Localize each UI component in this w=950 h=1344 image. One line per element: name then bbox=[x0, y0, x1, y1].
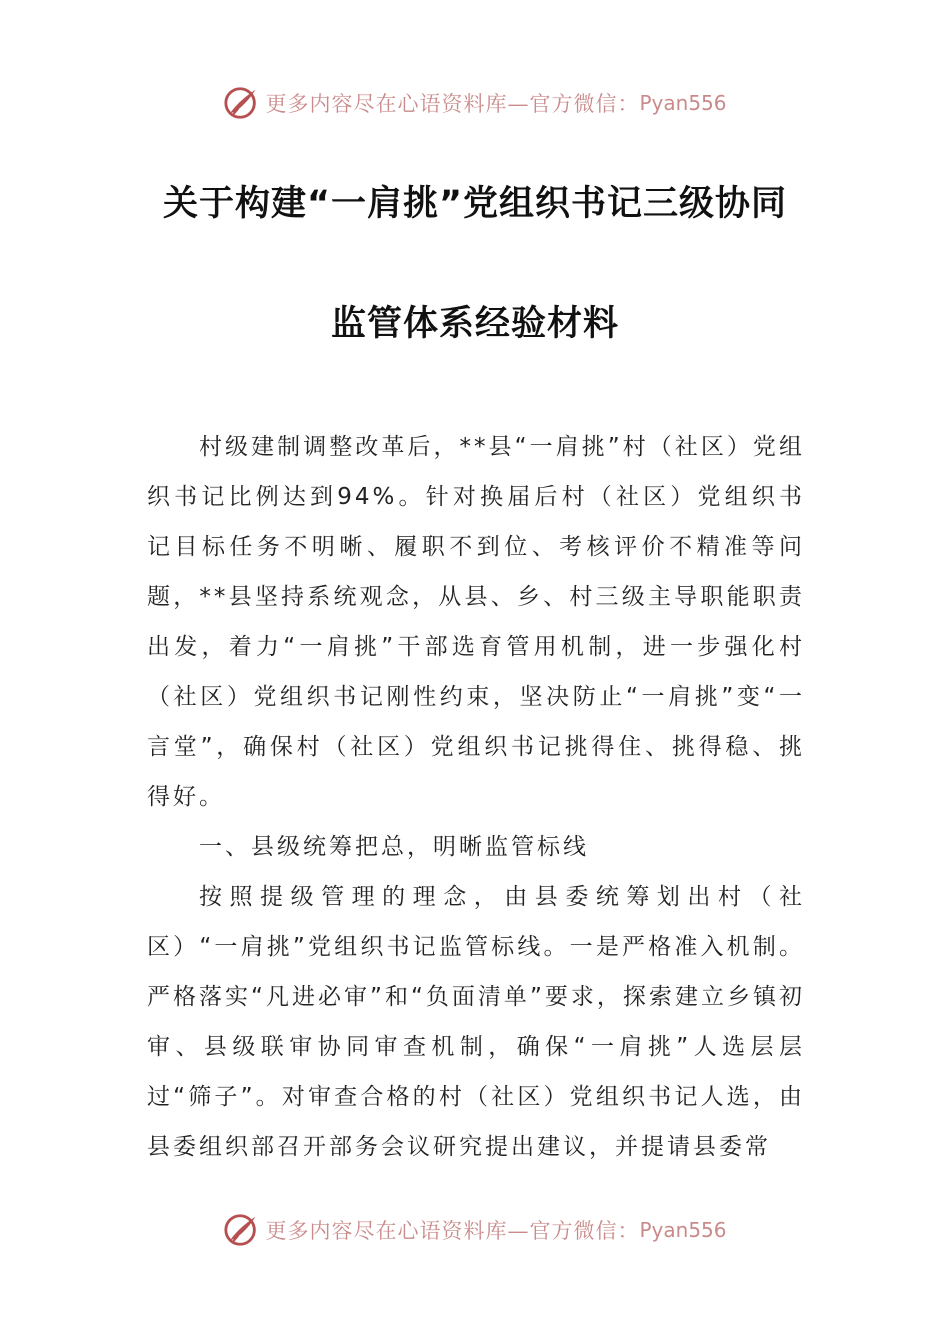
document-title-line-2: 监管体系经验材料 bbox=[330, 304, 619, 344]
paragraph-section-1: 按照提级管理的理念，由县委统筹划出村（社区）“一肩挑”党组织书记监管标线。一是严格准入机制。严格落实“凡进必审”和“负面清单”要求，探索建立乡镇初审、县级联审协同审查机制，确保“一肩挑”人选层层过“筛子”。对审查合格的村（社区）党组织书记人选，由县委组织部召开部务会议研究提出建议，并提请县委常 bbox=[147, 884, 805, 1160]
watermark-text: 更多内容尽在心语资料库—官方微信： bbox=[265, 1219, 640, 1243]
section-heading-1: 一、县级统筹把总，明晰监管标线 bbox=[199, 834, 589, 860]
watermark-handle: Pyan556 bbox=[639, 1218, 727, 1242]
quill-logo-icon bbox=[223, 84, 261, 122]
watermark-banner-bottom bbox=[0, 1210, 950, 1250]
watermark-banner-top bbox=[0, 83, 950, 123]
watermark-handle: Pyan556 bbox=[639, 91, 727, 115]
paragraph-intro: 村级建制调整改革后，**县“一肩挑”村（社区）党组织书记比例达到94%。针对换届后村（社区）党组织书记目标任务不明晰、履职不到位、考核评价不精准等问题，**县坚持系统观念，从县、乡、村三级主导职能职责出发，着力“一肩挑”干部选育管用机制，进一步强化村（社区）党组织书记刚性约束，坚决防止“一肩挑”变“一言堂”，确保村（社区）党组织书记挑得住、挑得稳、挑得好。 bbox=[147, 434, 805, 810]
quill-logo-icon bbox=[223, 1211, 261, 1249]
document-title-line-1: 关于构建“一肩挑”党组织书记三级协同 bbox=[162, 184, 787, 224]
watermark-text: 更多内容尽在心语资料库—官方微信： bbox=[265, 92, 640, 116]
